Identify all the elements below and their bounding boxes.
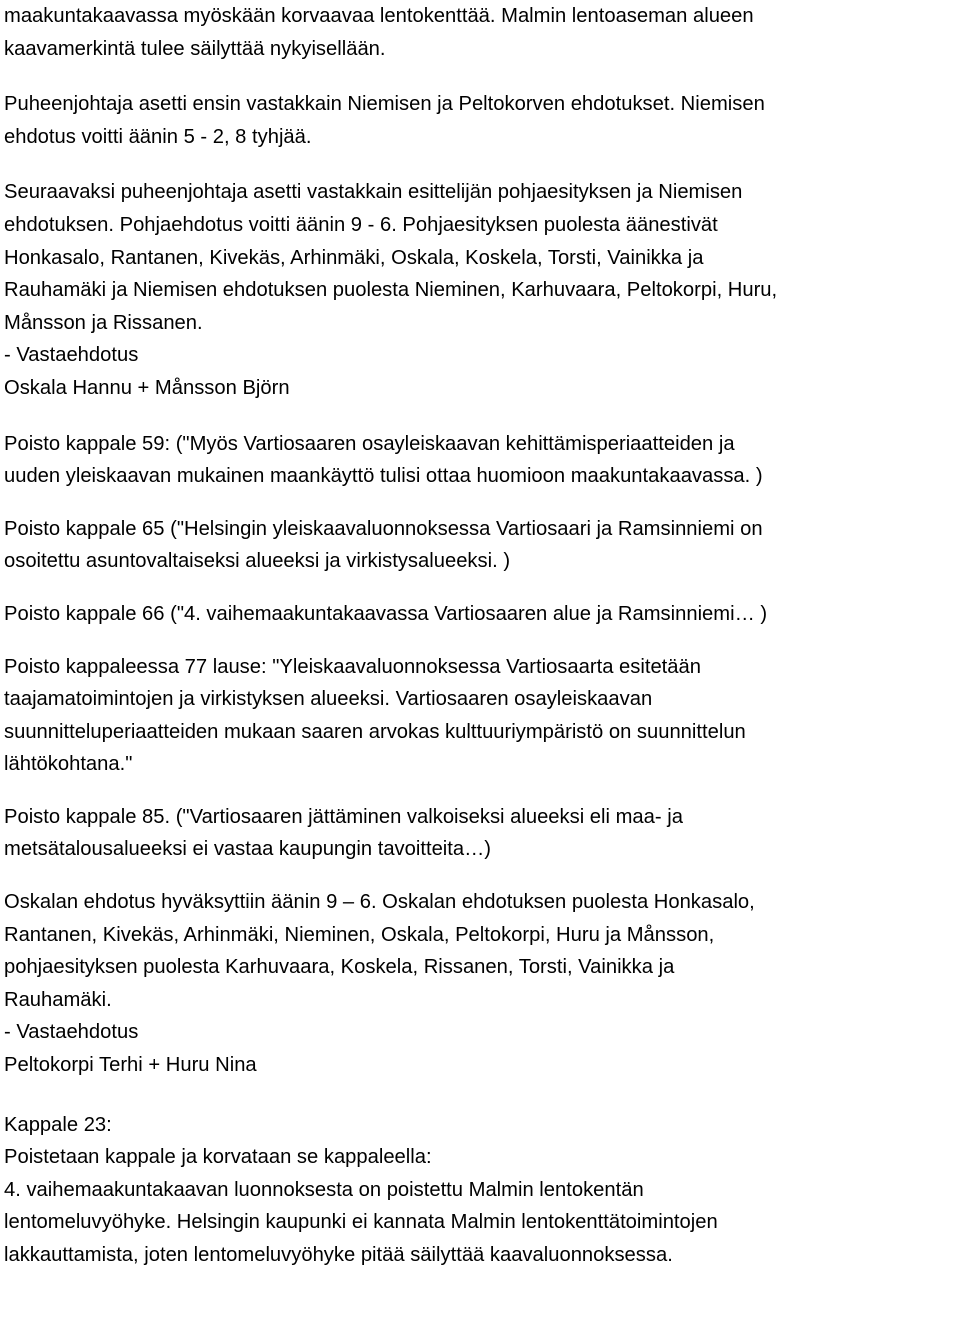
paragraph-oskala-vote: [4, 886, 956, 1082]
document-page: [4, 0, 956, 1272]
text-line: kaavamerkintä tulee säilyttää nykyisellään.: [4, 37, 386, 60]
text-line: Kappale 23:: [4, 1113, 112, 1136]
text-line: - Vastaehdotus: [4, 1021, 139, 1044]
text-line: suunnitteluperiaatteiden mukaan saaren arvokas kulttuuriympäristö on suunnittelun: [4, 720, 746, 743]
text-line: Oskala Hannu + Månsson Björn: [4, 376, 290, 399]
paragraph-first-vote: [4, 88, 956, 153]
text-line: Månsson ja Rissanen.: [4, 311, 203, 334]
paragraph-removal-85: [4, 801, 956, 866]
text-line: pohjaesityksen puolesta Karhuvaara, Koskela, Rissanen, Torsti, Vainikka ja: [4, 956, 675, 979]
text-line: osoitettu asuntovaltaiseksi alueeksi ja virkistysalueeksi. ): [4, 550, 511, 573]
text-line: - Vastaehdotus: [4, 344, 139, 367]
paragraph-kappale-23: [4, 1109, 956, 1272]
text-line: taajamatoimintojen ja virkistyksen alueeksi. Vartiosaaren osayleiskaavan: [4, 688, 653, 711]
text-line: lentomeluvyöhyke. Helsingin kaupunki ei kannata Malmin lentokenttätoimintojen: [4, 1211, 718, 1234]
text-line: lakkauttamista, joten lentomeluvyöhyke pitää säilyttää kaavaluonnoksessa.: [4, 1244, 673, 1266]
text-line: Oskalan ehdotus hyväksyttiin äänin 9 – 6. Oskalan ehdotuksen puolesta Honkasalo,: [4, 891, 755, 914]
text-line: 4. vaihemaakuntakaavan luonnoksesta on poistettu Malmin lentokentän: [4, 1178, 644, 1201]
text-line: Rauhamäki.: [4, 988, 112, 1011]
text-line: Poisto kappale 65 ("Helsingin yleiskaavaluonnoksessa Vartiosaari ja Ramsinniemi on: [4, 517, 763, 540]
text-line: Honkasalo, Rantanen, Kivekäs, Arhinmäki, Oskala, Koskela, Torsti, Vainikka ja: [4, 246, 704, 269]
text-line: uuden yleiskaavan mukainen maankäyttö tulisi ottaa huomioon maakuntakaavassa. ): [4, 465, 763, 488]
text-line: lähtökohtana.": [4, 753, 133, 776]
text-line: Peltokorpi Terhi + Huru Nina: [4, 1054, 257, 1077]
text-line: Seuraavaksi puheenjohtaja asetti vastakkain esittelijän pohjaesityksen ja Niemisen: [4, 181, 743, 204]
paragraph-removal-77: [4, 651, 956, 781]
paragraph-removal-66: [4, 598, 956, 631]
text-line: maakuntakaavassa myöskään korvaavaa lentokenttää. Malmin lentoaseman alueen: [4, 5, 754, 27]
paragraph-removal-59: [4, 428, 956, 493]
text-line: Rauhamäki ja Niemisen ehdotuksen puolesta Nieminen, Karhuvaara, Peltokorpi, Huru,: [4, 279, 778, 302]
text-line: metsätalousalueeksi ei vastaa kaupungin tavoitteita…): [4, 838, 492, 861]
text-line: ehdotuksen. Pohjaehdotus voitti äänin 9 - 6. Pohjaesityksen puolesta äänestivät: [4, 213, 718, 236]
text-line: ehdotus voitti äänin 5 - 2, 8 tyhjää.: [4, 125, 312, 148]
text-line: Poisto kappaleessa 77 lause: "Yleiskaavaluonnoksessa Vartiosaarta esitetään: [4, 655, 701, 678]
text-line: Poisto kappale 85. ("Vartiosaaren jättäminen valkoiseksi alueeksi eli maa- ja: [4, 805, 683, 828]
text-line: Poistetaan kappale ja korvataan se kappaleella:: [4, 1146, 432, 1169]
paragraph-removal-65: [4, 513, 956, 578]
text-line: Puheenjohtaja asetti ensin vastakkain Niemisen ja Peltokorven ehdotukset. Niemisen: [4, 93, 765, 116]
text-line: Poisto kappale 59: ("Myös Vartiosaaren osayleiskaavan kehittämisperiaatteiden ja: [4, 432, 735, 455]
text-line: Poisto kappale 66 ("4. vaihemaakuntakaavassa Vartiosaaren alue ja Ramsinniemi… ): [4, 602, 768, 625]
paragraph-malmi-airport-note: [4, 0, 956, 65]
text-line: Rantanen, Kivekäs, Arhinmäki, Nieminen, Oskala, Peltokorpi, Huru ja Månsson,: [4, 923, 715, 946]
paragraph-second-vote: [4, 176, 956, 404]
